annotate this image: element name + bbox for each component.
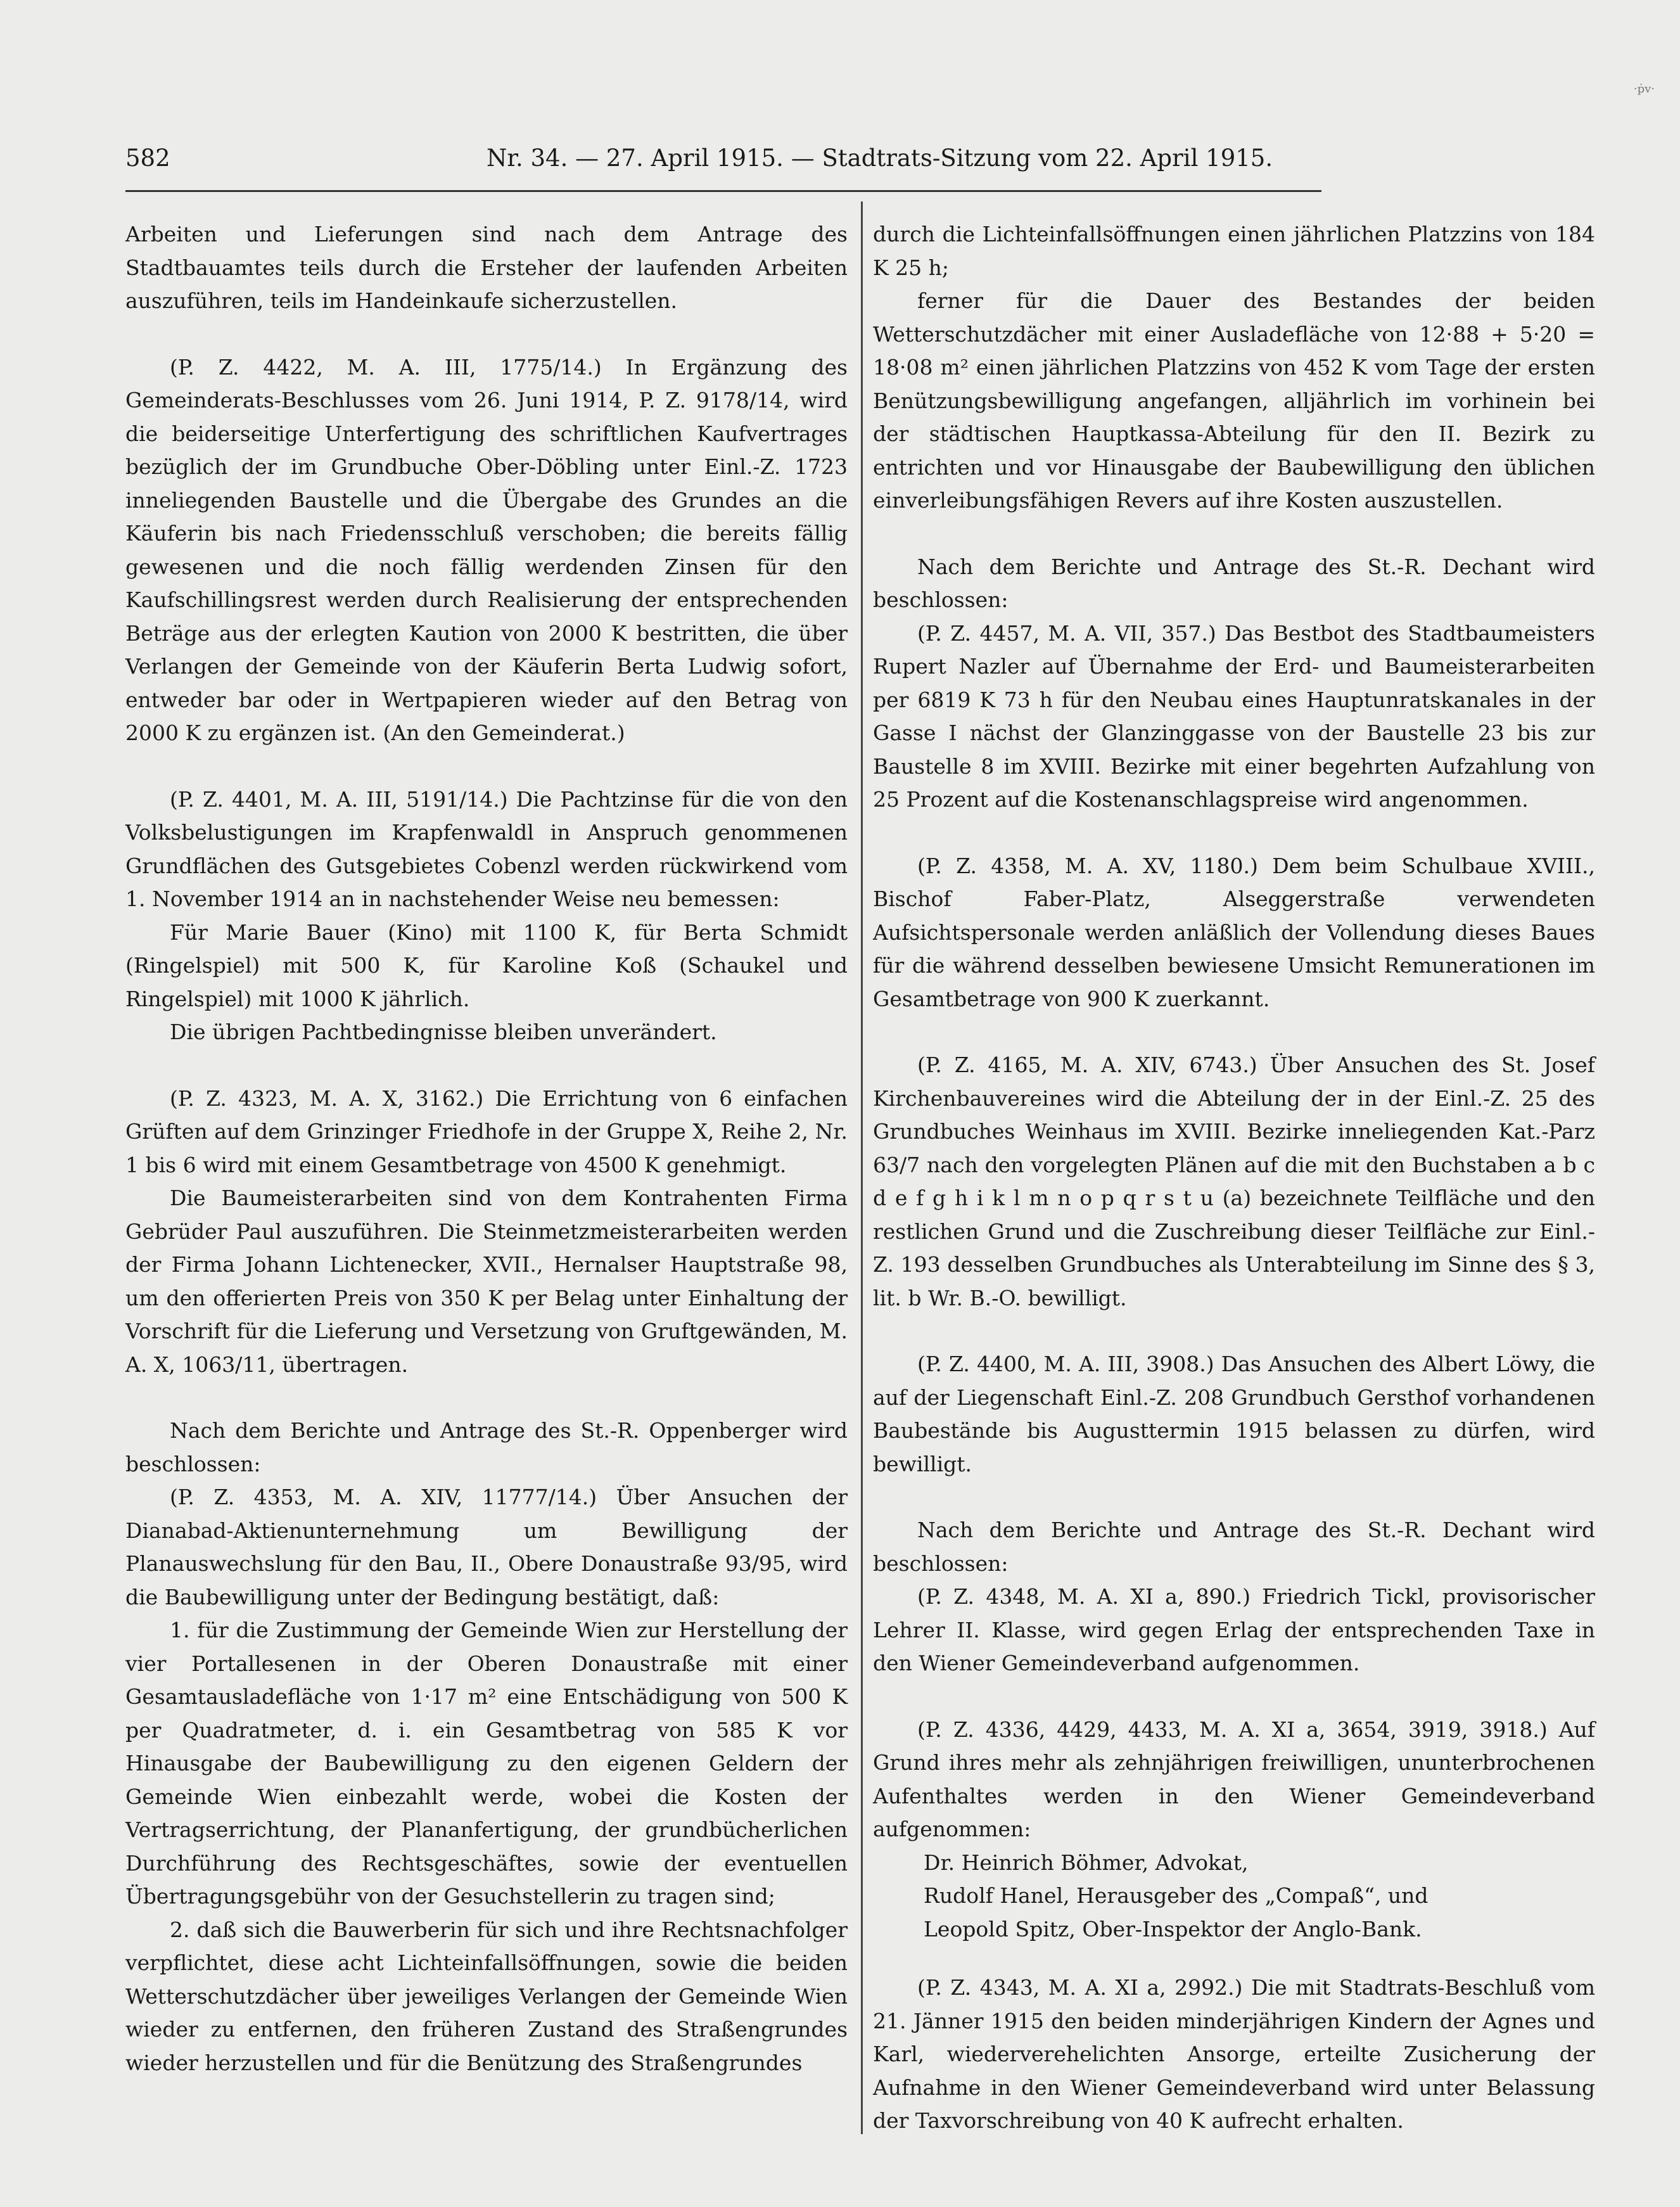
paragraph: (P. Z. 4358, M. A. XV, 1180.) Dem beim Schulbaue XVIII., Bischof Faber-Platz, Alseggerstraße verwendeten Aufsichtspersonale werden anläßlich der Vollendung dieses Baues für die während desselben bewiesene Umsicht Remunerationen im Gesamtbetrage von 900 K zuerkannt. [873, 853, 1595, 1011]
name-entry: Rudolf Hanel, Herausgeber des „Compaß“, und [924, 1883, 1429, 1908]
paragraph: ferner für die Dauer des Bestandes der beiden Wetterschutzdächer mit einer Ausladefläche von 12·88 + 5·20 = 18·08 m² einen jährlichen Platzzins von 452 K vom Tage der ersten Benützungsbewilligung angefangen, alljährlich im vorhinein bei der städtischen Hauptkassa-Abteilung für den II. Bezirk zu entrichten und vor Hinausgabe der Baubewilligung den üblichen einverleibungsfähigen Revers auf ihre Kosten auszustellen. [873, 288, 1595, 513]
page-number: 582 [125, 144, 170, 172]
motion-heading: Nach dem Berichte und Antrage des St.-R. Dechant wird beschlossen: [873, 554, 1595, 612]
paragraph: (P. Z. 4353, M. A. XIV, 11777/14.) Über Ansuchen der Dianabad-Aktienunternehmung um Bewilligung der Planauswechslung für den Bau, II., Obere Donaustraße 93/95, wird die Baubewilligung unter der Bedingung bestätigt, daß: [125, 1485, 848, 1609]
paragraph: (P. Z. 4165, M. A. XIV, 6743.) Über Ansuchen des St. Josef Kirchenbauvereines wird die Abteilung der in der Einl.-Z. 25 des Grundbuches Weinhaus im XVIII. Bezirke inneliegenden Kat.-Parz 63/7 nach den vorgelegten Plänen auf die mit den Buchstaben a b c d e f g h i k l m n o p q r s t u (a) bezeichnete Teilfläche und den restlichen Grund und die Zuschreibung dieser Teilfläche zur Einl.-Z. 193 desselben Grundbuches als Unterabteilung im Sinne des § 3, lit. b Wr. B.-O. bewilligt. [873, 1052, 1595, 1310]
issue-line: Nr. 34. — 27. April 1915. — Stadtrats-Sitzung vom 22. April 1915. [487, 144, 1273, 172]
paragraph: Die übrigen Pachtbedingnisse bleiben unverändert. [170, 1020, 717, 1044]
paragraph: (P. Z. 4422, M. A. III, 1775/14.) In Ergänzung des Gemeinderats-Beschlusses vom 26. Juni 1914, P. Z. 9178/14, wird die beiderseitige Unterfertigung des schriftlichen Kaufvertrages bezüglich der im Grundbuche Ober-Döbling unter Einl.-Z. 1723 inneliegenden Baustelle und die Übergabe des Grundes an die Käuferin bis nach Friedensschluß verschoben; die bereits fällig gewesenen und die noch fällig werdenden Zinsen für den Kaufschillingsrest werden durch Realisierung der entsprechenden Beträge aus der erlegten Kaution von 2000 K bestritten, die über Verlangen der Gemeinde von der Käuferin Berta Ludwig sofort, entweder bar oder in Wertpapieren wieder auf den Betrag von 2000 K zu ergänzen ist. (An den Gemeinderat.) [125, 354, 848, 745]
name-entry: Dr. Heinrich Böhmer, Advokat, [924, 1850, 1249, 1875]
right-column [873, 218, 1595, 2138]
paragraph: (P. Z. 4336, 4429, 4433, M. A. XI a, 3654, 3919, 3918.) Auf Grund ihres mehr als zehnjährigen freiwilligen, ununterbrochenen Aufenthaltes werden in den Wiener Gemeindeverband aufgenommen: [873, 1717, 1595, 1841]
paragraph: (P. Z. 4348, M. A. XI a, 890.) Friedrich Tickl, provisorischer Lehrer II. Klasse, wird gegen Erlag der entsprechenden Taxe in den Wiener Gemeindeverband aufgenommen. [873, 1584, 1595, 1675]
paragraph: Für Marie Bauer (Kino) mit 1100 K, für Berta Schmidt (Ringelspiel) mit 500 K, für Karoline Koß (Schaukel und Ringelspiel) mit 1000 K jährlich. [125, 919, 848, 1011]
condition-item: 2. daß sich die Bauwerberin für sich und ihre Rechtsnachfolger verpflichtet, diese acht Lichteinfallsöffnungen, sowie die beiden Wetterschutzdächer über jeweiliges Verlangen der Gemeinde Wien wieder zu entfernen, den früheren Zustand des Straßengrundes wieder herzustellen und für die Benützung des Straßengrundes [125, 1917, 848, 2075]
motion-heading: Nach dem Berichte und Antrage des St.-R. Dechant wird beschlossen: [873, 1518, 1595, 1576]
condition-item: 1. für die Zustimmung der Gemeinde Wien zur Herstellung der vier Portallesenen in der Oberen Donaustraße mit einer Gesamtausladefläche von 1·17 m² eine Entschädigung von 500 K per Quadratmeter, d. i. ein Gesamtbetrag von 585 K vor Hinausgabe der Baubewilligung zu den eigenen Geldern der Gemeinde Wien einbezahlt werde, wobei die Kosten der Vertragserrichtung, der Plananfertigung, der grundbücherlichen Durchführung des Rechtsgeschäftes, sowie der eventuellen Übertragungsgebühr von der Gesuchstellerin zu tragen sind; [125, 1618, 848, 1909]
paragraph: (P. Z. 4323, M. A. X, 3162.) Die Errichtung von 6 einfachen Grüften auf dem Grinzinger Friedhofe in der Gruppe X, Reihe 2, Nr. 1 bis 6 wird mit einem Gesamtbetrage von 4500 K genehmigt. [125, 1085, 848, 1177]
header-rule [125, 190, 1321, 192]
paragraph: (P. Z. 4400, M. A. III, 3908.) Das Ansuchen des Albert Löwy, die auf der Liegenschaft Einl.-Z. 208 Grundbuch Gersthof vorhandenen Baubestände bis Augusttermin 1915 belassen zu dürfen, wird bewilligt. [873, 1352, 1595, 1476]
column-divider [861, 202, 863, 2134]
paragraph: (P. Z. 4401, M. A. III, 5191/14.) Die Pachtzinse für die von den Volksbelustigungen im Krapfenwaldl in Anspruch genommenen Grundflächen des Gutsgebietes Cobenzl werden rückwirkend vom 1. November 1914 an in nachstehender Weise neu bemessen: [125, 786, 848, 911]
paragraph: (P. Z. 4457, M. A. VII, 357.) Das Bestbot des Stadtbaumeisters Rupert Nazler auf Übernahme der Erd- und Baumeisterarbeiten per 6819 K 73 h für den Neubau eines Hauptunratskanales in der Gasse I nächst der Glanzinggasse von der Baustelle 23 bis zur Baustelle 8 im XVIII. Bezirke mit einer begehrten Aufzahlung von 25 Prozent auf die Kostenanschlagspreise wird angenommen. [873, 620, 1595, 812]
paragraph: Arbeiten und Lieferungen sind nach dem Antrage des Stadtbauamtes teils durch die Ersteher der laufenden Arbeiten auszuführen, teils im Handeinkaufe sicherzustellen. [125, 222, 848, 313]
motion-heading: Nach dem Berichte und Antrage des St.-R. Oppenberger wird beschlossen: [125, 1418, 848, 1476]
name-entry: Leopold Spitz, Ober-Inspektor der Anglo-Bank. [924, 1916, 1422, 1942]
corner-mark: ·ṗv· [1633, 82, 1655, 96]
left-column [125, 218, 848, 2080]
page-header [125, 144, 1316, 182]
paragraph: Die Baumeisterarbeiten sind von dem Kontrahenten Firma Gebrüder Paul auszuführen. Die Steinmetzmeisterarbeiten werden der Firma Johann Lichtenecker, XVII., Hernalser Hauptstraße 98, um den offerierten Preis von 350 K per Belag unter Einhaltung der Vorschrift für die Lieferung und Versetzung von Gruftgewänden, M. A. X, 1063/11, übertragen. [125, 1186, 848, 1377]
paragraph: durch die Lichteinfallsöffnungen einen jährlichen Platzzins von 184 K 25 h; [873, 222, 1595, 280]
paragraph: (P. Z. 4343, M. A. XI a, 2992.) Die mit Stadtrats-Beschluß vom 21. Jänner 1915 den beiden minderjährigen Kindern der Agnes und Karl, wiederverehelichten Ansorge, erteilte Zusicherung der Aufnahme in den Wiener Gemeindeverband wird unter Belassung der Taxvorschreibung von 40 K aufrecht erhalten. [873, 1975, 1595, 2133]
